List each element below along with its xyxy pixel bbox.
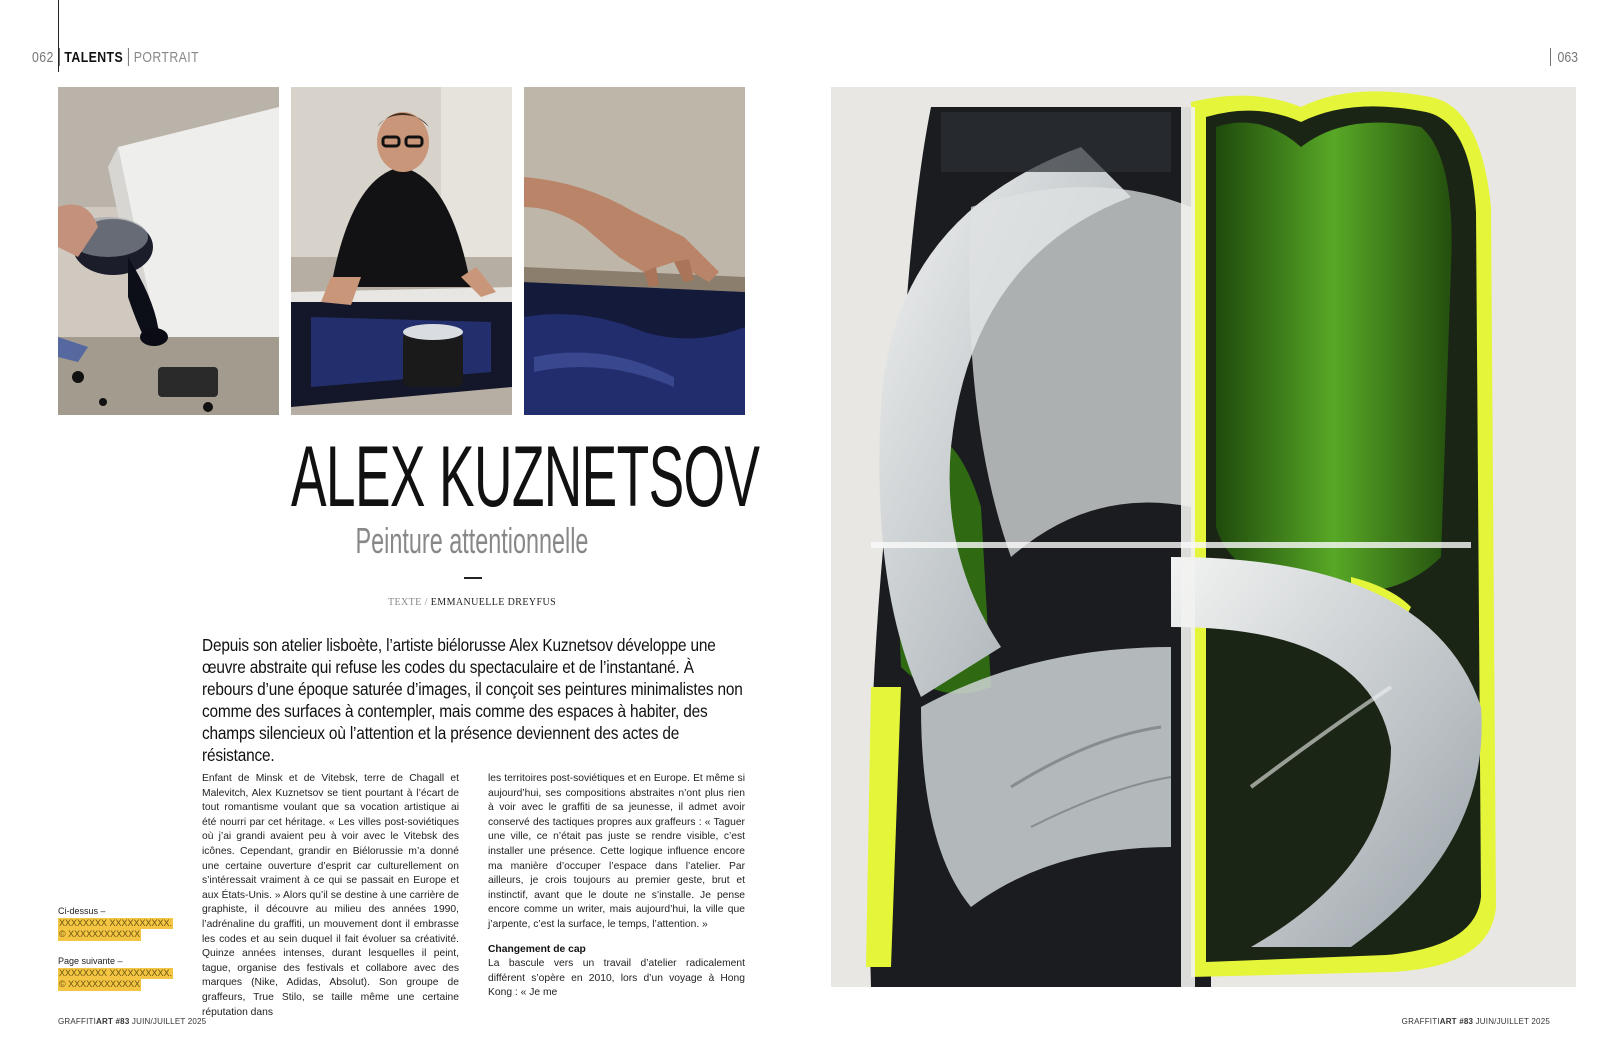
- photo-hand-on-canvas: [524, 87, 745, 415]
- caption-copyright: © XXXXXXXXXXXX: [59, 929, 141, 939]
- abstract-painting: [831, 87, 1576, 987]
- footer-date: JUIN/JUILLET 2025: [131, 1017, 207, 1026]
- footer-issue: #83: [1459, 1017, 1474, 1026]
- body-column-2: [488, 772, 745, 1001]
- rubric-label: PORTRAIT: [133, 48, 200, 66]
- section-label: TALENTS: [64, 48, 124, 66]
- body-column-1: Enfant de Minsk et de Vitebsk, terre de Chagall et Malevitch, Alex Kuznetsov se tient pourtant à l’écart de tout romantisme voulant que sa vocation artistique ai été nourri par cet héritage. « Les villes post-soviétiques où j’ai grandi avaient peu à voir avec le Vitebsk des icônes. Cependant, grandir en Biélorussie m’a donné une certaine ouverture d’esprit car culturellement on s’intéressait vraiment à ce qui se passait en Europe et aux États-Unis. » Alors qu’il se destine à une carrière de graphiste, il découvre au milieu des années 1990, l’adrénaline du graffiti, un mouvement dont il embrasse les codes et au sein duquel il fait évoluer sa créativité. Quinze années intenses, durant lesquelles il peint, tague, organise des festivals et collabore avec des marques (Nike, Adidas, Absolut). Son groupe de graffeurs, True Stilo, se taille même une certaine réputation dans: [202, 773, 459, 1018]
- credit-separator: /: [424, 597, 428, 608]
- subheading: Changement de cap: [488, 943, 586, 955]
- footer-brand: GRAFFITI: [58, 1017, 97, 1026]
- photo-artist-at-work: [291, 87, 512, 415]
- header-divider: [1550, 48, 1551, 66]
- caption-placeholder: XXXXXXXX XXXXXXXXXX.: [59, 917, 173, 928]
- footer-right: [1402, 1017, 1550, 1026]
- footer-left: [58, 1017, 206, 1026]
- article-credit: [180, 597, 764, 608]
- author-name: EMMANUELLE DREYFUS: [430, 597, 557, 608]
- footer-brand: GRAFFITI: [1401, 1017, 1440, 1026]
- footer-brand-bold: ART: [1439, 1017, 1457, 1026]
- body-column-2-continued: La bascule vers un travail d’atelier radicalement différent s’opère en 2010, lors d’un voyage à Hong Kong : « Je me: [488, 958, 745, 999]
- article-lead: Depuis son atelier lisboète, l’artiste biélorusse Alex Kuznetsov développe une œuvre abstraite qui refuse les codes du spectaculaire et de l’instantané. À rebours d’une époque saturée d’images, il conçoit ses peintures minimalistes non comme des surfaces à contempler, mais comme des espaces à habiter, des champs silencieux où l’attention et la présence deviennent des actes de résistance.: [202, 635, 743, 765]
- article-title: ALEX KUZNETSOV: [290, 429, 760, 525]
- credit-label: TEXTE: [387, 597, 422, 608]
- header-divider: [59, 48, 60, 66]
- caption-above: [58, 906, 173, 941]
- header-divider: [128, 48, 129, 66]
- footer-brand-bold: ART: [96, 1017, 114, 1026]
- caption-placeholder: XXXXXXXX XXXXXXXXXX.: [59, 967, 173, 978]
- caption-label: Ci-dessus –: [58, 906, 106, 916]
- right-page-number: 063: [1557, 48, 1578, 66]
- left-page-header: [32, 48, 199, 66]
- article-subtitle: Peinture attentionnelle: [355, 520, 589, 561]
- caption-copyright: © XXXXXXXXXXXX: [59, 979, 141, 989]
- left-page-number: 062: [32, 48, 54, 66]
- photo-pouring-paint: [58, 87, 279, 415]
- right-page-header: [1550, 48, 1578, 66]
- caption-next-page: [58, 956, 173, 991]
- body-column-2-text: les territoires post-soviétiques et en Europe. Et même si aujourd’hui, ses compositions abstraites n’ont plus rien à voir avec le graffiti de sa jeunesse, il admet avoir conservé des tactiques propres aux graffeurs : « Taguer une ville, ce n’était pas juste se rendre visible, c’est installer une présence. Cette logique influence encore ma manière d’occuper l’espace dans l’atelier. Par ailleurs, je crois toujours au premier geste, brut et instinctif, avant que le doute ne s’installe. Je pense encore comme un writer, mais aujourd’hui, la ville que j’arpente, c’est la surface, le temps, l’attention. »: [488, 773, 745, 930]
- caption-label: Page suivante –: [58, 956, 123, 966]
- footer-date: JUIN/JUILLET 2025: [1475, 1017, 1550, 1026]
- title-rule: [464, 577, 482, 579]
- footer-issue: #83: [115, 1017, 130, 1026]
